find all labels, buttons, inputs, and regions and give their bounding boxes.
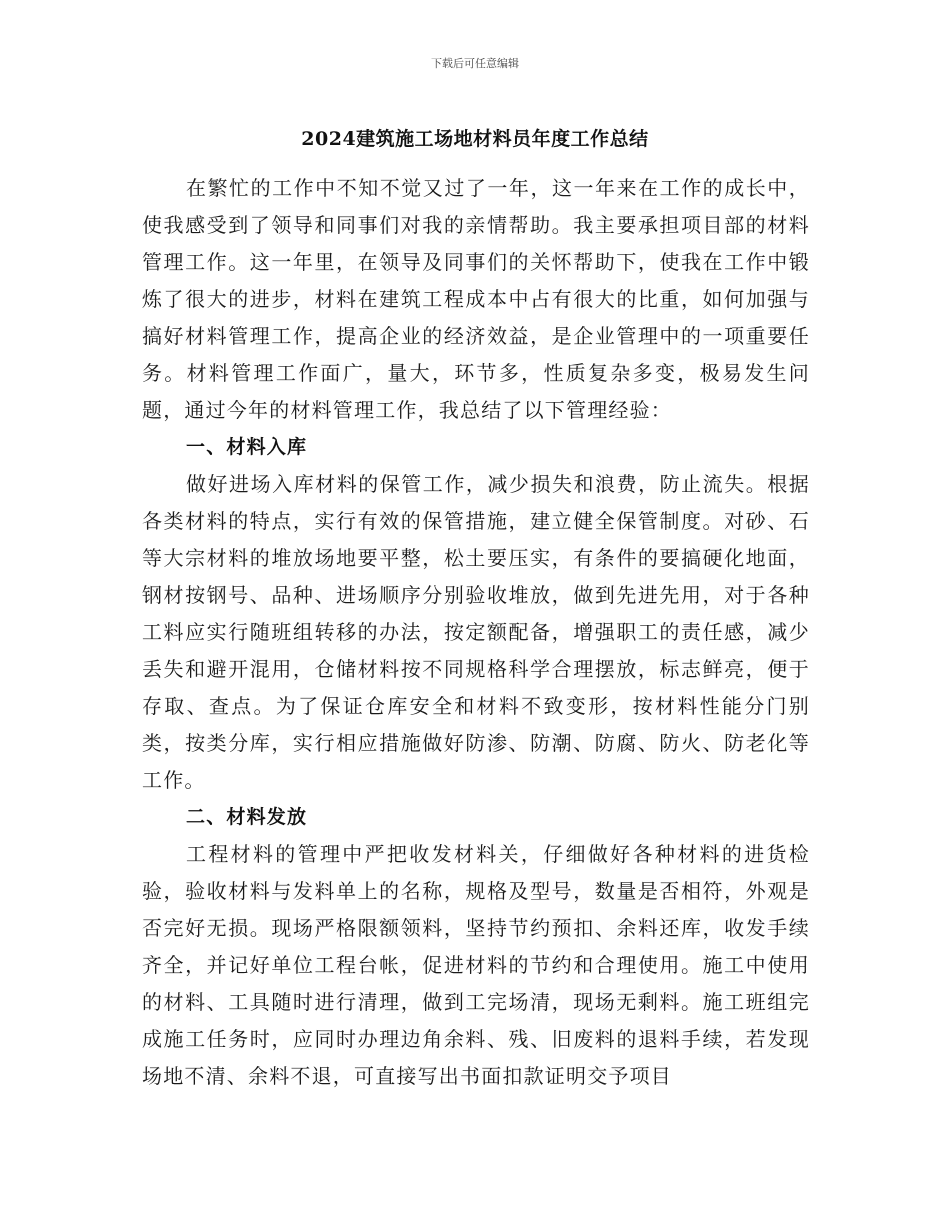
intro-paragraph: 在繁忙的工作中不知不觉又过了一年，这一年来在工作的成长中，使我感受到了领导和同事们对我的亲情帮助。我主要承担项目部的材料管理工作。这一年里，在领导及同事们的关怀帮助下，使我在工作中锻炼了很大的进步，材料在建筑工程成本中占有很大的比重，如何加强与搞好材料管理工作，提高企业的经济效益，是企业管理中的一项重要任务。材料管理工作面广，量大，环节多，性质复杂多变，极易发生问题，通过今年的材料管理工作，我总结了以下管理经验： [142,176,810,422]
section-paragraph-issuing: 工程材料的管理中严把收发材料关，仔细做好各种材料的进货检验，验收材料与发料单上的名称，规格及型号，数量是否相符，外观是否完好无损。现场严格限额领料，坚持节约预扣、余料还库，收发手续齐全，并记好单位工程台帐，促进材料的节约和合理使用。施工中使用的材料、工具随时进行清理，做到工完场清，现场无剩料。施工班组完成施工任务时，应同时办理边角余料、残、旧废料的退料手续，若发现场地不清、余料不退，可直接写出书面扣款证明交予项目 [142,842,810,1088]
section-heading-issuing: 二、材料发放 [186,806,308,828]
document-title: 2024建筑施工场地材料员年度工作总结 [301,128,649,150]
section-heading-storage: 一、材料入库 [186,436,308,458]
header-note: 下载后可任意编辑 [431,57,519,70]
section-paragraph-storage: 做好进场入库材料的保管工作，减少损失和浪费，防止流失。根据各类材料的特点，实行有效的保管措施，建立健全保管制度。对砂、石等大宗材料的堆放场地要平整，松土要压实，有条件的要搞硬化地面，钢材按钢号、品种、进场顺序分别验收堆放，做到先进先用，对于各种工料应实行随班组转移的办法，按定额配备，增强职工的责任感，减少丢失和避开混用，仓储材料按不同规格科学合理摆放，标志鲜亮，便于存取、查点。为了保证仓库安全和材料不致变形，按材料性能分门别类，按类分库，实行相应措施做好防渗、防潮、防腐、防火、防老化等工作。 [142,472,810,792]
document-body [142,170,810,1095]
